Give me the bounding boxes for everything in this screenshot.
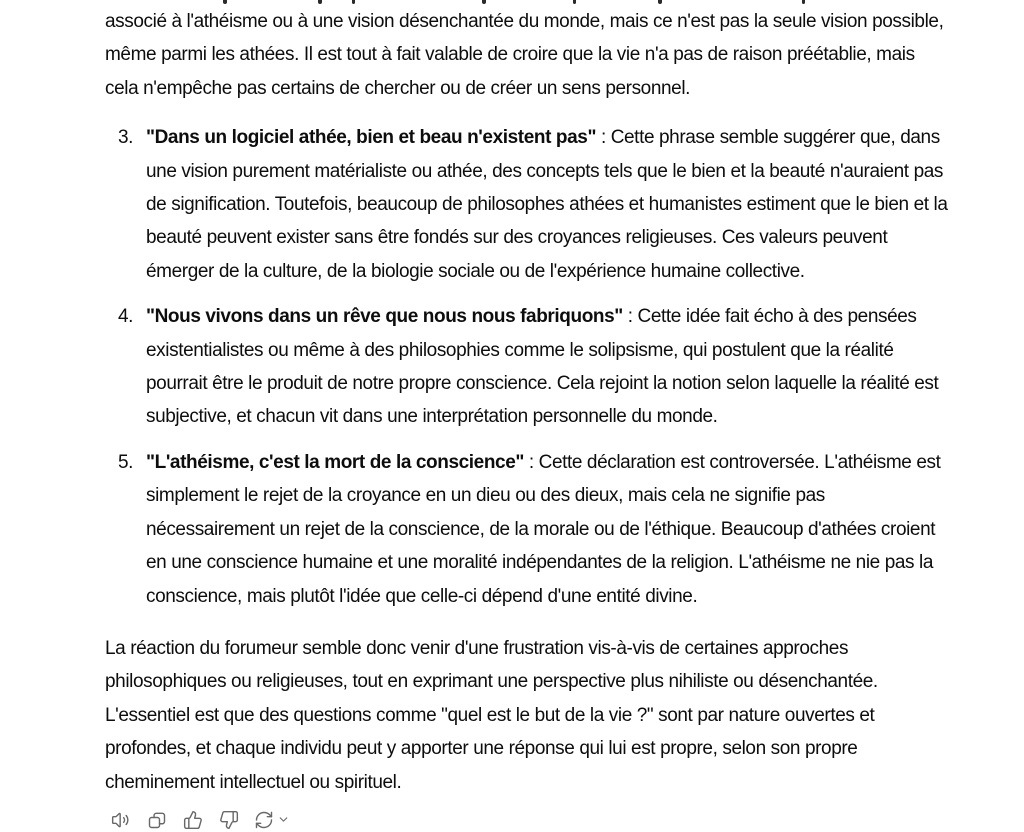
list-item-text — [146, 452, 941, 607]
message-paragraph-continuation: associé à l'athéisme ou à une vision désenchantée du monde, mais ce n'est pas la seule vision possible, même parmi les athées. Il est tout à fait valable de croire que la vie n'a pas de raison préétablie, mais cela n'empêche pas certains de chercher ou de créer un sens personnel. — [105, 11, 944, 99]
thumbs-down-icon — [219, 810, 239, 830]
list-number: 4. — [118, 306, 134, 328]
list-item-text — [146, 306, 938, 427]
copy-button[interactable] — [145, 808, 169, 832]
thumbs-up-icon — [183, 810, 203, 830]
list-number: 5. — [118, 451, 134, 473]
thumbs-down-button[interactable] — [217, 808, 241, 832]
list-number: 3. — [118, 127, 134, 149]
regenerate-icon — [254, 810, 274, 830]
quoted-phrase: "L'athéisme, c'est la mort de la conscience" — [146, 451, 524, 473]
list-item-3 — [105, 121, 950, 288]
thumbs-up-button[interactable] — [181, 808, 205, 832]
assistant-message — [105, 0, 950, 832]
list-item-5 — [105, 446, 950, 613]
item-explanation: : Cette idée fait écho à des pensées existentialistes ou même à des philosophies comme le solipsisme, qui postulent que la réalité pourrait être le produit de notre propre conscience. Cela rejoint la notion selon laquelle la réalité est subjective, et chacun vit dans une interprétation personnelle du monde. — [146, 306, 939, 428]
copy-icon — [147, 810, 167, 830]
item-explanation: : Cette phrase semble suggérer que, dans une vision purement matérialiste ou athée, des concepts tels que le bien et la beauté n'auraient pas de signification. Toutefois, beaucoup de philosophes athées et humanistes estiment que le bien et la beauté peuvent exister sans être fondés sur des croyances religieuses. Ces valeurs peuvent émerger de la culture, de la biologie sociale ou de l'expérience humaine collective. — [146, 127, 948, 282]
message-actions-toolbar — [109, 808, 950, 832]
speaker-icon — [111, 810, 131, 830]
quoted-phrase: "Nous vivons dans un rêve que nous nous fabriquons" — [146, 306, 623, 328]
quoted-phrase: "Dans un logiciel athée, bien et beau n'existent pas" — [146, 127, 597, 149]
read-aloud-button[interactable] — [109, 808, 133, 832]
list-item-text — [146, 127, 948, 282]
item-explanation: : Cette déclaration est controversée. L'athéisme est simplement le rejet de la croyance en un dieu ou des dieux, mais cela ne signifie pas nécessairement un rejet de la conscience, de la morale ou de l'éthique. Beaucoup d'athées croient en une conscience humaine et une moralité indépendantes de la religion. L'athéisme ne nie pas la conscience, mais plutôt l'idée que celle-ci dépend d'une entité divine. — [146, 451, 941, 607]
chevron-down-icon — [277, 813, 290, 826]
list-item-4 — [105, 300, 950, 434]
regenerate-button[interactable] — [253, 808, 291, 832]
numbered-list — [105, 121, 950, 613]
clipped-previous-text-line — [105, 0, 950, 5]
message-closing-paragraph: La réaction du forumeur semble donc venir d'une frustration vis-à-vis de certaines approches philosophiques ou religieuses, tout en exprimant une perspective plus nihiliste ou désenchantée. L'essentiel est que des questions comme "quel est le but de la vie ?" sont par nature ouvertes et profondes, et chaque individu peut y apporter une réponse qui lui est propre, selon son propre cheminement intellectuel ou spirituel. — [105, 637, 878, 793]
